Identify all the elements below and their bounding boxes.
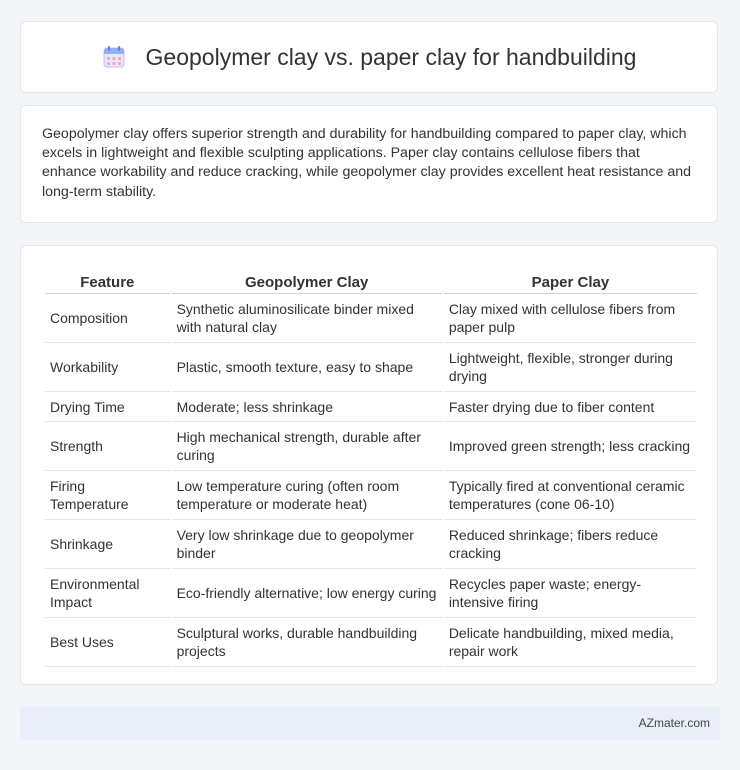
feature-cell: Best Uses (45, 618, 170, 667)
page-title: Geopolymer clay vs. paper clay for handbuilding (145, 43, 637, 70)
intro-card (20, 105, 718, 223)
footer-brand: AZmater.com (638, 716, 710, 730)
feature-cell: Firing Temperature (45, 471, 170, 520)
geopolymer-cell: Moderate; less shrinkage (172, 392, 442, 422)
geopolymer-cell: Plastic, smooth texture, easy to shape (172, 343, 442, 392)
table-row (45, 569, 697, 618)
paper-cell: Clay mixed with cellulose fibers from paper pulp (444, 294, 697, 343)
comparison-table (43, 265, 699, 667)
paper-cell: Delicate handbuilding, mixed media, repair work (444, 618, 697, 667)
table-row (45, 618, 697, 667)
feature-cell: Workability (45, 343, 170, 392)
paper-cell: Reduced shrinkage; fibers reduce cracking (444, 520, 697, 569)
feature-cell: Shrinkage (45, 520, 170, 569)
calendar-icon (102, 45, 126, 69)
geopolymer-cell: Eco-friendly alternative; low energy curing (172, 569, 442, 618)
column-header-feature: Feature (45, 265, 170, 294)
intro-paragraph: Geopolymer clay offers superior strength and durability for handbuilding compared to paper clay, which excels in lightweight and flexible sculpting applications. Paper clay contains cellulose fibers that enhance workability and reduce cracking, while geopolymer clay provides excellent heat resistance and long-term stability. (42, 126, 692, 200)
column-header-paper: Paper Clay (444, 265, 697, 294)
paper-cell: Lightweight, flexible, stronger during drying (444, 343, 697, 392)
feature-cell: Environmental Impact (45, 569, 170, 618)
geopolymer-cell: Synthetic aluminosilicate binder mixed with natural clay (172, 294, 442, 343)
table-row (45, 422, 697, 471)
table-row (45, 520, 697, 569)
paper-cell: Faster drying due to fiber content (444, 392, 697, 422)
feature-cell: Strength (45, 422, 170, 471)
table-header-row (45, 265, 697, 294)
paper-cell: Recycles paper waste; energy-intensive firing (444, 569, 697, 618)
title-card (20, 21, 718, 93)
geopolymer-cell: Very low shrinkage due to geopolymer binder (172, 520, 442, 569)
column-header-geopolymer: Geopolymer Clay (172, 265, 442, 294)
paper-cell: Typically fired at conventional ceramic temperatures (cone 06-10) (444, 471, 697, 520)
feature-cell: Drying Time (45, 392, 170, 422)
table-row (45, 392, 697, 422)
comparison-card (20, 245, 718, 685)
table-row (45, 343, 697, 392)
geopolymer-cell: Low temperature curing (often room temperature or moderate heat) (172, 471, 442, 520)
paper-cell: Improved green strength; less cracking (444, 422, 697, 471)
footer (20, 706, 720, 740)
table-row (45, 471, 697, 520)
geopolymer-cell: High mechanical strength, durable after curing (172, 422, 442, 471)
feature-cell: Composition (45, 294, 170, 343)
geopolymer-cell: Sculptural works, durable handbuilding projects (172, 618, 442, 667)
table-row (45, 294, 697, 343)
